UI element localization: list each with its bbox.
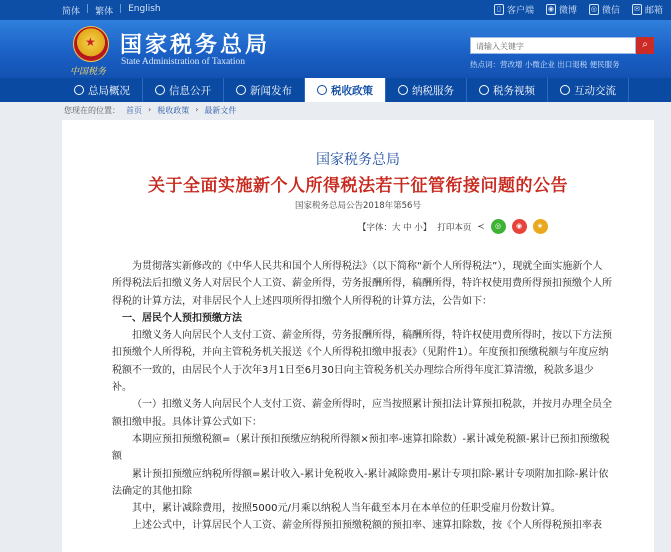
client-label: 客户端 — [506, 6, 534, 16]
service-icon — [398, 85, 408, 95]
language-links — [62, 4, 161, 17]
share-icon[interactable]: ≺ — [477, 221, 485, 232]
weibo-link[interactable] — [546, 3, 577, 16]
lang-traditional-link[interactable]: 繁体 — [95, 7, 114, 17]
paragraph: 上述公式中，计算居民个人工资、薪金所得预扣预缴税额的预扣率、速算扣除数，按《个人所得税预扣率表 — [132, 520, 602, 532]
site-title[interactable]: 国家税务总局 — [120, 32, 271, 58]
weibo-share-icon[interactable]: ◉ — [512, 219, 527, 234]
video-icon — [479, 85, 489, 95]
breadcrumb-prefix: 您现在的位置： — [64, 106, 120, 115]
wechat-share-icon[interactable]: ◎ — [491, 219, 506, 234]
mail-link[interactable] — [632, 3, 663, 16]
nav-label: 新闻发布 — [250, 84, 292, 97]
client-link[interactable] — [494, 3, 534, 16]
nav-item-video[interactable] — [467, 78, 548, 102]
font-size-switch[interactable]: 【字体：大 中 小】 — [358, 222, 432, 233]
print-link[interactable]: 打印本页 — [437, 222, 472, 233]
site-english-name: State Administration of Taxation — [121, 57, 245, 67]
paragraph: 累计预扣预缴应纳税所得额=累计收入-累计免税收入-累计减除费用-累计专项扣除-累计专项附加扣除-累计依法确定的其他扣除 — [112, 468, 609, 497]
lang-simplified-link[interactable]: 简体 — [62, 7, 81, 17]
breadcrumb-separator: › — [148, 105, 152, 114]
nav-item-info[interactable] — [143, 78, 224, 102]
mail-label: 邮箱 — [644, 6, 663, 16]
search-input[interactable]: 请输入关键字 — [470, 37, 636, 54]
breadcrumb-latest[interactable]: 最新文件 — [204, 106, 237, 115]
nav-item-overview[interactable] — [62, 78, 143, 102]
nav-label: 纳税服务 — [412, 84, 454, 97]
document-number: 国家税务总局公告2018年第56号 — [295, 201, 421, 211]
nav-label: 税务视频 — [493, 84, 535, 97]
paragraph: （一）扣缴义务人向居民个人支付工资、薪金所得时，应当按照累计预扣法计算预扣税款，并按月办理全员全额扣缴申报。具体计算公式如下： — [112, 399, 612, 428]
site-header — [0, 20, 671, 78]
section-heading: 一、居民个人预扣预缴方法 — [122, 312, 242, 324]
qzone-share-icon[interactable]: ★ — [533, 219, 548, 234]
article-panel — [62, 120, 654, 552]
logo-subtitle: 中国税务 — [70, 67, 107, 77]
paragraph: 本期应预扣预缴税额=（累计预扣预缴应纳税所得额×预扣率-速算扣除数）-累计减免税额-累计已预扣预缴税额 — [112, 433, 610, 463]
tax-emblem-logo[interactable] — [73, 26, 109, 62]
nav-label: 互动交流 — [574, 84, 616, 97]
info-icon — [155, 85, 165, 95]
phone-icon: ▯ — [494, 4, 504, 15]
wechat-link[interactable] — [589, 3, 620, 16]
wechat-icon: ◎ — [590, 5, 598, 13]
divider: | — [86, 4, 90, 14]
article-issuer: 国家税务总局 — [316, 152, 400, 168]
nav-label: 总局概况 — [88, 84, 130, 97]
article-body — [112, 258, 612, 535]
hot-keywords[interactable]: 热点词：营改增 小微企业 出口退税 便民服务 — [470, 60, 620, 69]
main-nav — [0, 78, 671, 102]
top-right-links — [494, 3, 663, 16]
breadcrumb-home[interactable]: 首页 — [126, 106, 142, 115]
search-button[interactable] — [636, 37, 654, 54]
news-icon — [236, 85, 246, 95]
nav-item-service[interactable] — [386, 78, 467, 102]
wechat-label: 微信 — [601, 6, 620, 16]
nav-label: 税收政策 — [331, 84, 373, 97]
weibo-label: 微博 — [558, 6, 577, 16]
policy-icon — [317, 85, 327, 95]
paragraph: 扣缴义务人向居民个人支付工资、薪金所得，劳务报酬所得，稿酬所得，特许权使用费所得时，按以下方法预扣预缴个人所得税，并向主管税务机关报送《个人所得税扣缴申报表》（见附件1）。年度预扣预缴税额与年度应纳税额不一致的，由居民个人于次年3月1日至6月30日向主管税务机关办理综合所得年度汇算清缴，税款多退少补。 — [112, 330, 612, 394]
article-title: 关于全面实施新个人所得税法若干征管衔接问题的公告 — [148, 176, 568, 196]
paragraph: 其中，累计减除费用，按照5000元/月乘以纳税人当年截至本月在本单位的任职受雇月份数计算。 — [132, 503, 561, 515]
chat-icon — [560, 85, 570, 95]
divider: | — [119, 4, 123, 14]
breadcrumb-separator: › — [195, 105, 199, 114]
article-tools — [358, 219, 548, 234]
paragraph: 为贯彻落实新修改的《中华人民共和国个人所得税法》（以下简称“新个人所得税法”），现就全面实施新个人所得税法后扣缴义务人对居民个人工资、薪金所得，劳务报酬所得，稿酬所得，特许权使用费所得预扣预缴个人所得税的计算方法，对非居民个人上述四项所得扣缴个人所得税的计算方法，公告如下： — [112, 261, 612, 307]
lang-english-link[interactable]: English — [128, 4, 161, 14]
search-icon: ⌕ — [642, 39, 648, 50]
breadcrumb-policy[interactable]: 税收政策 — [157, 106, 190, 115]
nav-item-interaction[interactable] — [548, 78, 629, 102]
mail-icon: ✉ — [632, 4, 642, 15]
nav-item-news[interactable] — [224, 78, 305, 102]
top-utility-bar — [0, 0, 671, 20]
breadcrumb — [0, 102, 671, 118]
home-icon — [74, 85, 84, 95]
weibo-icon: ◉ — [547, 5, 554, 13]
nav-label: 信息公开 — [169, 84, 211, 97]
nav-item-policy[interactable] — [305, 78, 386, 102]
